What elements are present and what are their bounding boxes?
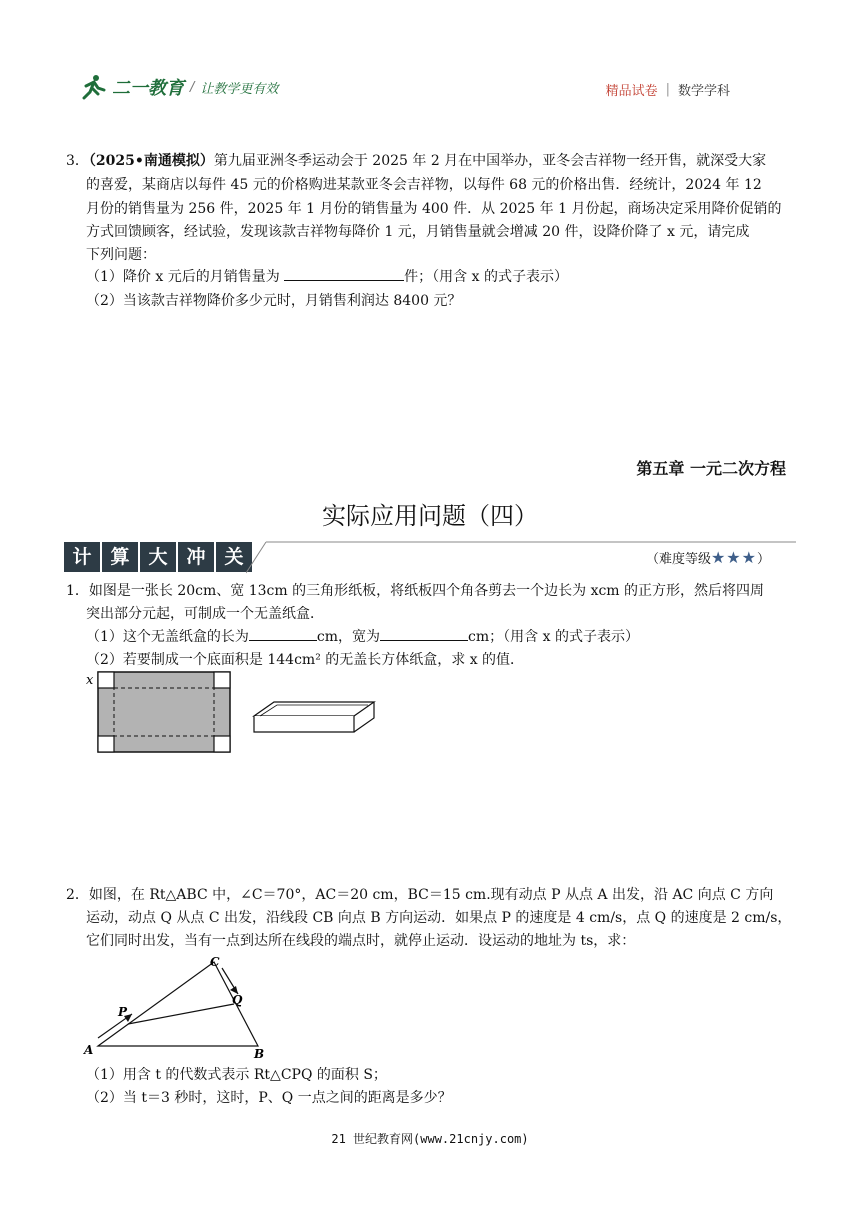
banner-char: 计 bbox=[64, 542, 100, 572]
q2-label-b: B bbox=[254, 1047, 265, 1061]
q2-label-q: Q bbox=[232, 993, 243, 1007]
q1-x-label: x bbox=[86, 673, 94, 688]
q2-sub1: （1）用含 t 的代数式表示 Rt△CPQ 的面积 S； bbox=[86, 1067, 387, 1083]
q2-line2: 运动，动点 Q 从点 C 出发，沿线段 CB 向点 B 方向运动．如果点 P 的速度是 4 cm/s，点 Q 的速度是 2 cm/s， bbox=[86, 910, 792, 926]
banner-char: 关 bbox=[216, 542, 252, 572]
q1-cardboard-figure bbox=[84, 668, 384, 758]
q3-line2: 的喜爱，某商店以每件 45 元的价格购进某款亚冬会吉祥物，以每件 68 元的价格出售．经统计，2024 年 12 bbox=[86, 177, 762, 193]
q3-line3: 月份的销售量为 256 件，2025 年 1 月份的销售量为 400 件．从 2025 年 1 月份起，商场决定采用降价促销的 bbox=[86, 201, 782, 217]
q3-line1: 3．（2025•南通模拟）第九届亚洲冬季运动会于 2025 年 2 月在中国举办，亚冬会吉祥物一经开售，就深受大家 bbox=[66, 153, 767, 169]
logo-slogan: 让教学更有效 bbox=[200, 81, 279, 97]
q3-sub2: （2）当该款吉祥物降价多少元时，月销售利润达 8400 元？ bbox=[86, 293, 462, 309]
q3-line4: 方式回馈顾客，经试验，发现该款吉祥物每降价 1 元，月销售量就会增减 20 件，设降价降了 x 元，请完成 bbox=[86, 224, 750, 240]
q3-blank[interactable] bbox=[284, 266, 404, 281]
q2-label-c: C bbox=[210, 955, 220, 969]
header-tag-paper: 精品试卷 bbox=[605, 84, 658, 99]
runner-logo-icon bbox=[80, 74, 106, 100]
q1-width-blank[interactable] bbox=[380, 626, 468, 641]
section-banner bbox=[64, 542, 252, 572]
q1-sub1: （1）这个无盖纸盒的长为 cm，宽为 cm；（用含 x 的式子表示） bbox=[86, 626, 639, 648]
q1-sub2: （2）若要制成一个底面积是 144cm² 的无盖长方体纸盒，求 x 的值． bbox=[86, 652, 525, 668]
header-separator: | bbox=[665, 82, 670, 97]
banner-char: 算 bbox=[102, 542, 138, 572]
banner-char: 大 bbox=[140, 542, 176, 572]
q2-label-a: A bbox=[84, 1043, 94, 1057]
q3-source: （2025•南通模拟） bbox=[88, 153, 214, 169]
difficulty-stars-icon: ★★★ bbox=[710, 548, 757, 567]
banner-char: 冲 bbox=[178, 542, 214, 572]
chapter-heading: 第五章 一元二次方程 bbox=[636, 459, 786, 478]
q2-label-p: P bbox=[118, 1005, 128, 1019]
q2-triangle-figure bbox=[82, 954, 282, 1062]
q3-sub1: （1）降价 x 元后的月销售量为 件；（用含 x 的式子表示） bbox=[86, 266, 568, 288]
logo-text: 二一教育 bbox=[112, 78, 184, 99]
q3-line5: 下列问题： bbox=[86, 247, 156, 263]
page-title: 实际应用问题（四） bbox=[322, 502, 538, 530]
q1-length-blank[interactable] bbox=[249, 626, 317, 641]
q1-line1: 1．如图是一张长 20cm、宽 13cm 的三角形纸板，将纸板四个角各剪去一个边长为 xcm 的正方形，然后将四周 bbox=[66, 583, 765, 599]
page-footer: 21 世纪教育网(www.21cnjy.com) bbox=[331, 1132, 529, 1146]
q1-line2: 突出部分元起，可制成一个无盖纸盒． bbox=[86, 606, 324, 622]
q2-sub2: （2）当 t＝3 秒时，这时，P、Q 一点之间的距离是多少？ bbox=[86, 1090, 452, 1106]
q2-line1: 2．如图，在 Rt△ABC 中，∠C＝70°，AC＝20 cm，BC＝15 cm.现有动点 P 从点 A 出发，沿 AC 向点 C 方向 bbox=[66, 887, 774, 903]
q2-line3: 它们同时出发，当有一点到达所在线段的端点时，就停止运动．设运动的地址为 ts，求： bbox=[86, 933, 636, 949]
difficulty-rating: （难度等级★★★） bbox=[645, 548, 770, 567]
q1-box-figure bbox=[254, 702, 374, 732]
header-tag-subject: 数学学科 bbox=[677, 84, 730, 99]
header-logo: 二一教育 / 让教学更有效 bbox=[80, 74, 278, 100]
header-right bbox=[606, 80, 730, 99]
